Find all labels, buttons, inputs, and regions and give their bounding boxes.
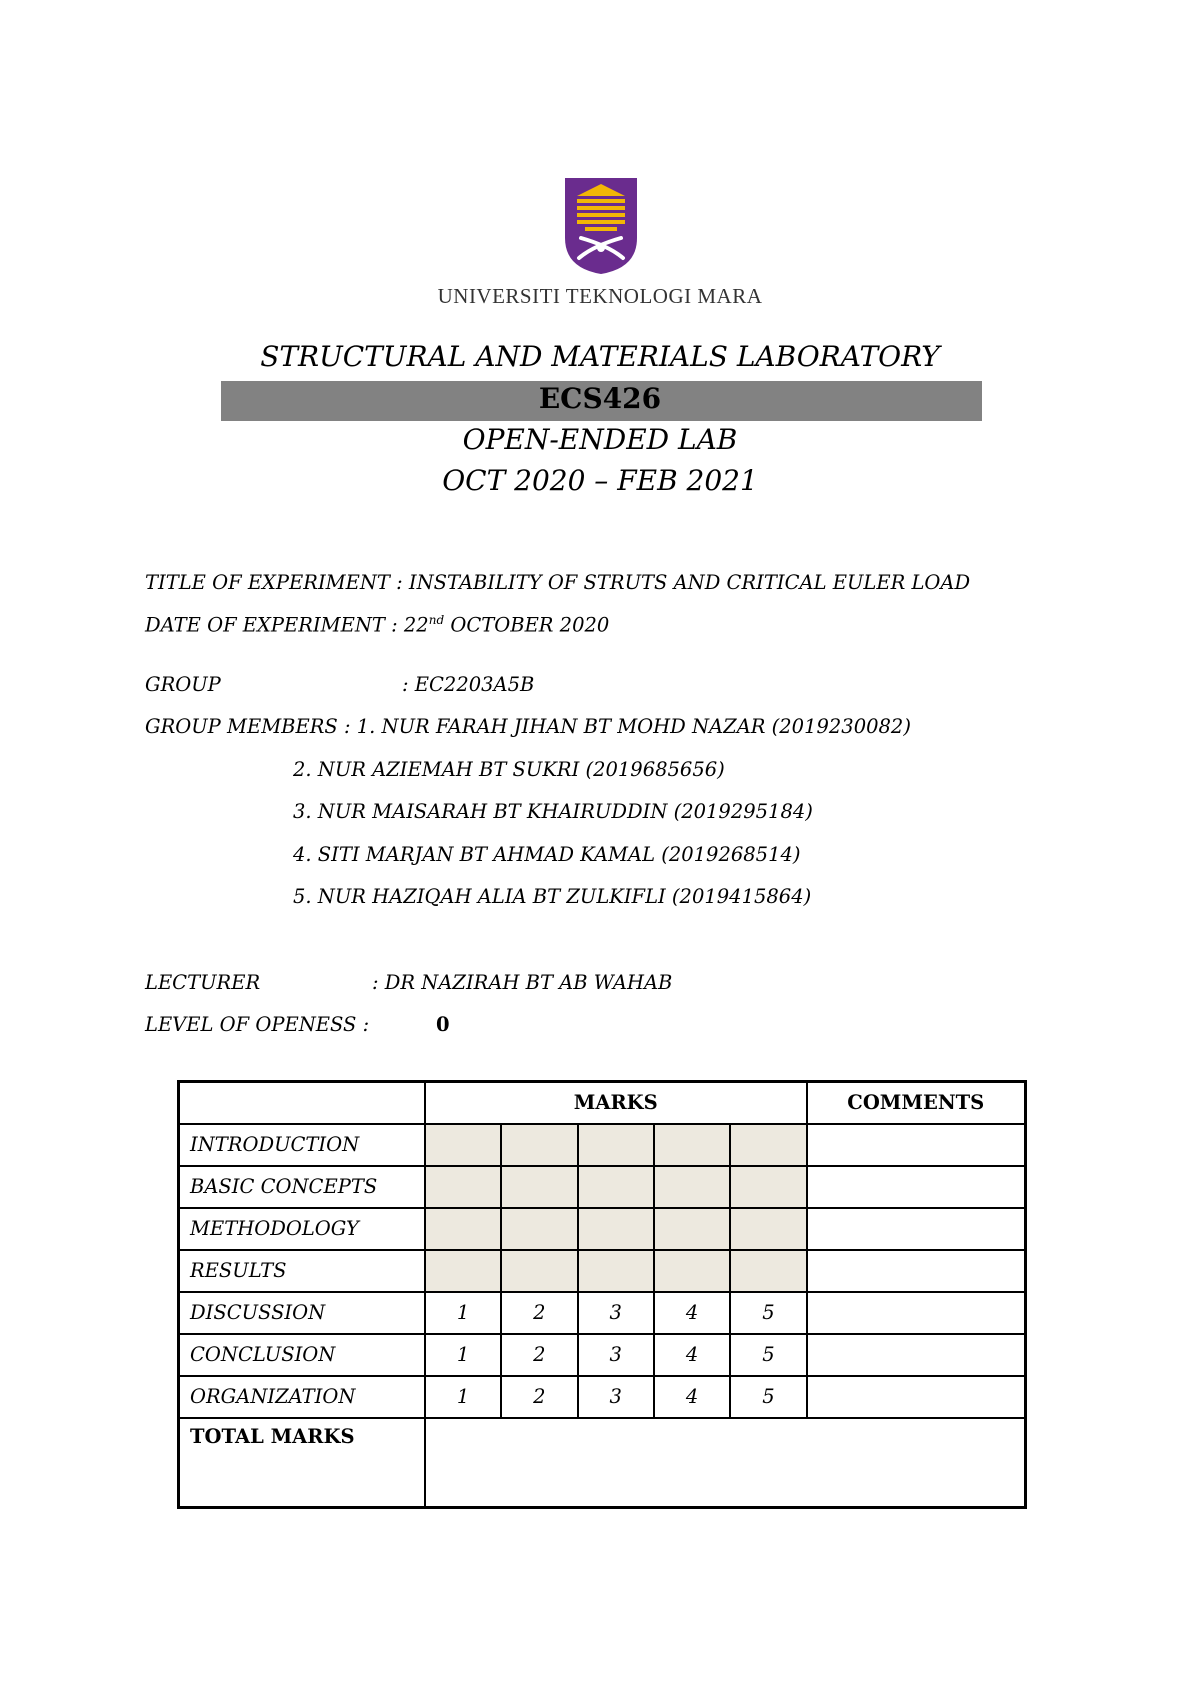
comment-cell [807, 1166, 1026, 1208]
score-option-3[interactable]: 3 [578, 1334, 654, 1376]
shaded-cell [654, 1208, 730, 1250]
lab-type: OPEN-ENDED LAB [462, 423, 738, 456]
uitm-logo [563, 176, 639, 276]
comment-cell[interactable] [807, 1376, 1026, 1418]
score-option-5[interactable]: 5 [730, 1292, 806, 1334]
shaded-cell [578, 1208, 654, 1250]
row-label: CONCLUSION [179, 1334, 425, 1376]
comment-cell[interactable] [807, 1292, 1026, 1334]
date-rest: OCTOBER 2020 [444, 613, 610, 637]
shaded-cell [501, 1166, 577, 1208]
row-label: METHODOLOGY [179, 1208, 425, 1250]
course-code: ECS426 [538, 382, 662, 415]
header-blank-cell [179, 1082, 425, 1124]
total-marks-cell[interactable] [425, 1418, 1026, 1508]
openess-value: 0 [436, 1013, 450, 1036]
table-header-row [179, 1082, 1026, 1124]
semester: OCT 2020 – FEB 2021 [442, 464, 758, 497]
member-item: 2. NUR AZIEMAH BT SUKRI (2019685656) [293, 758, 725, 781]
score-option-2[interactable]: 2 [501, 1292, 577, 1334]
table-row [179, 1250, 1026, 1292]
member-item: 5. NUR HAZIQAH ALIA BT ZULKIFLI (2019415864) [293, 885, 812, 908]
marks-table [177, 1080, 1027, 1509]
openess-label: LEVEL OF OPENESS : [145, 1013, 370, 1036]
score-option-2[interactable]: 2 [501, 1376, 577, 1418]
lab-title: STRUCTURAL AND MATERIALS LABORATORY [260, 340, 940, 373]
shaded-cell [425, 1250, 501, 1292]
shaded-cell [578, 1166, 654, 1208]
shaded-cell [501, 1124, 577, 1166]
score-option-3[interactable]: 3 [578, 1292, 654, 1334]
marks-header: MARKS [425, 1082, 807, 1124]
shaded-cell [578, 1250, 654, 1292]
comment-cell[interactable] [807, 1334, 1026, 1376]
total-row [179, 1418, 1026, 1508]
comments-header: COMMENTS [807, 1082, 1026, 1124]
shaded-cell [425, 1124, 501, 1166]
table-row [179, 1334, 1026, 1376]
table-row [179, 1124, 1026, 1166]
score-option-1[interactable]: 1 [425, 1334, 501, 1376]
row-label: BASIC CONCEPTS [179, 1166, 425, 1208]
date-suffix: nd [428, 613, 445, 627]
table-row [179, 1376, 1026, 1418]
comment-cell [807, 1124, 1026, 1166]
experiment-date [145, 613, 609, 637]
row-label: ORGANIZATION [179, 1376, 425, 1418]
row-label: RESULTS [179, 1250, 425, 1292]
score-option-5[interactable]: 5 [730, 1334, 806, 1376]
lecturer-value: : DR NAZIRAH BT AB WAHAB [372, 971, 673, 994]
score-option-1[interactable]: 1 [425, 1376, 501, 1418]
comment-cell [807, 1250, 1026, 1292]
shaded-cell [654, 1166, 730, 1208]
shaded-cell [654, 1124, 730, 1166]
shaded-cell [501, 1208, 577, 1250]
shaded-cell [730, 1166, 806, 1208]
date-label: DATE OF EXPERIMENT : 22 [145, 613, 429, 637]
score-option-4[interactable]: 4 [654, 1292, 730, 1334]
shaded-cell [730, 1250, 806, 1292]
row-label: INTRODUCTION [179, 1124, 425, 1166]
score-option-4[interactable]: 4 [654, 1334, 730, 1376]
score-option-2[interactable]: 2 [501, 1334, 577, 1376]
row-label: DISCUSSION [179, 1292, 425, 1334]
table-row [179, 1166, 1026, 1208]
table-row [179, 1292, 1026, 1334]
score-option-3[interactable]: 3 [578, 1376, 654, 1418]
shaded-cell [501, 1250, 577, 1292]
score-option-1[interactable]: 1 [425, 1292, 501, 1334]
member-item: 4. SITI MARJAN BT AHMAD KAMAL (2019268514) [293, 843, 801, 866]
university-name: UNIVERSITI TEKNOLOGI MARA [437, 284, 763, 308]
shaded-cell [654, 1250, 730, 1292]
shaded-cell [425, 1208, 501, 1250]
score-option-4[interactable]: 4 [654, 1376, 730, 1418]
shaded-cell [730, 1208, 806, 1250]
shaded-cell [425, 1166, 501, 1208]
table-row [179, 1208, 1026, 1250]
total-marks-label: TOTAL MARKS [179, 1418, 425, 1508]
comment-cell [807, 1208, 1026, 1250]
shaded-cell [578, 1124, 654, 1166]
group-label: GROUP [145, 673, 221, 696]
experiment-title: TITLE OF EXPERIMENT : INSTABILITY OF STRUTS AND CRITICAL EULER LOAD [145, 571, 971, 594]
member-item: 3. NUR MAISARAH BT KHAIRUDDIN (2019295184) [293, 800, 813, 823]
group-value: : EC2203A5B [402, 673, 535, 696]
group-members-line: GROUP MEMBERS : 1. NUR FARAH JIHAN BT MOHD NAZAR (2019230082) [145, 715, 911, 738]
shaded-cell [730, 1124, 806, 1166]
score-option-5[interactable]: 5 [730, 1376, 806, 1418]
lecturer-label: LECTURER [145, 971, 261, 994]
